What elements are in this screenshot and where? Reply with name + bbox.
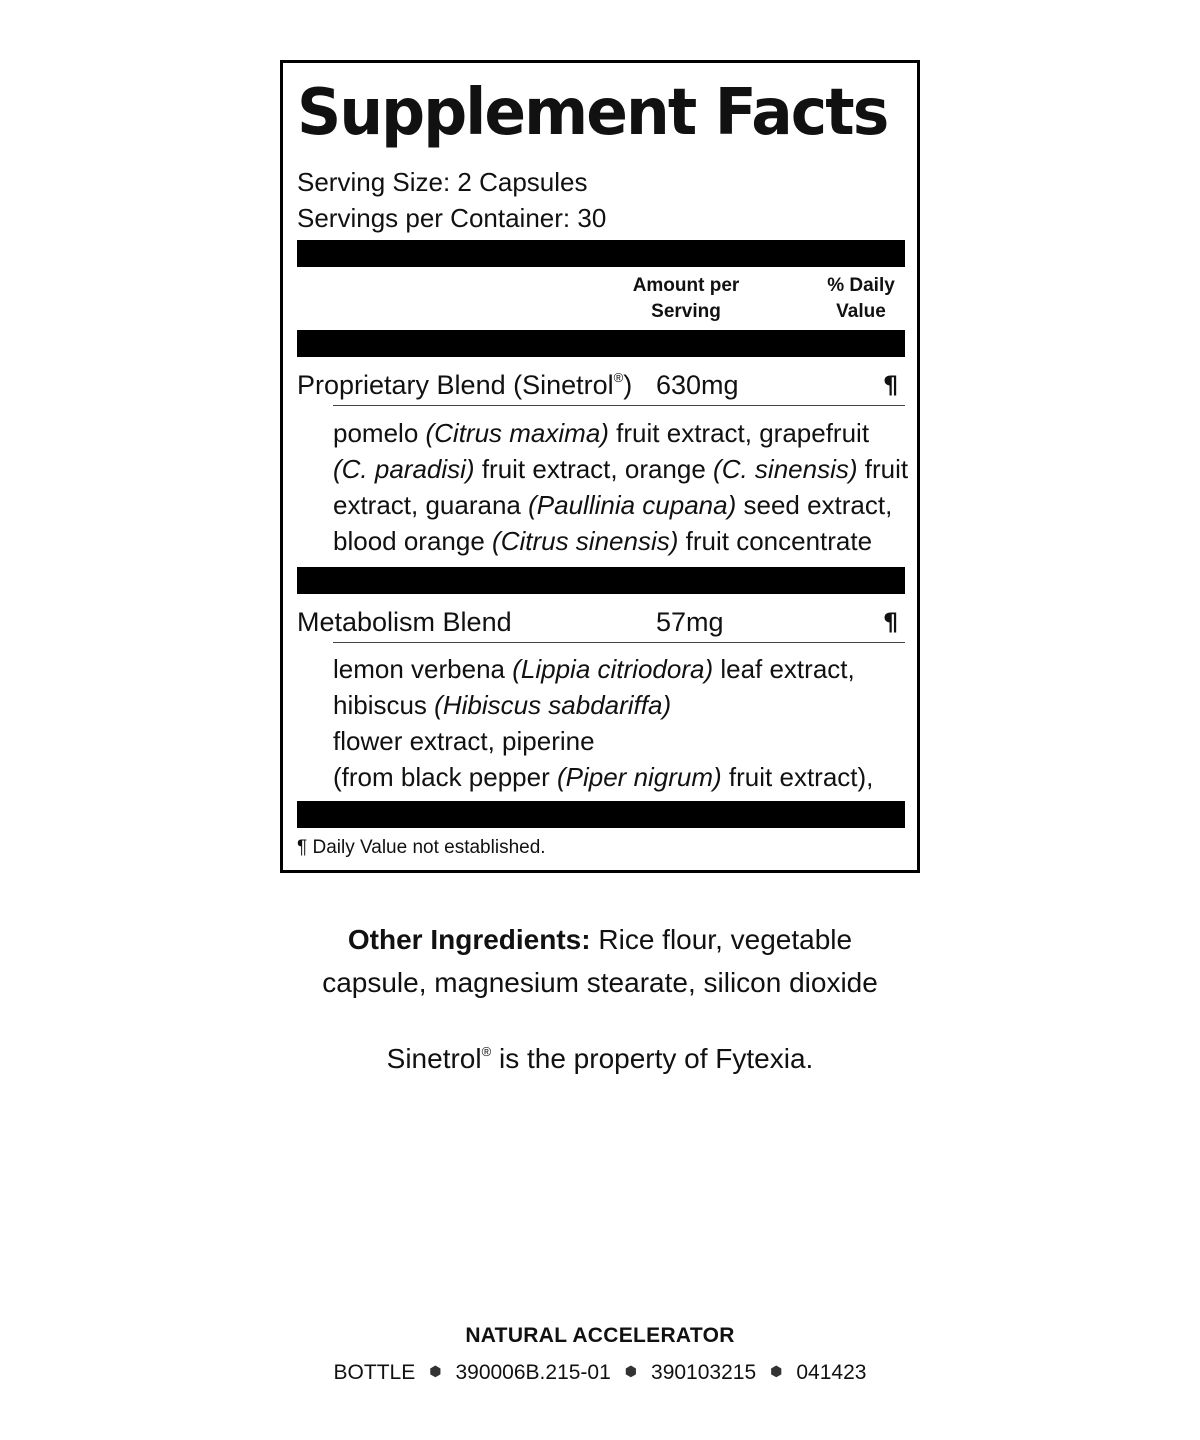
botanical-name: (Hibiscus sabdariffa)	[434, 690, 672, 720]
description-text: lemon verbena	[333, 654, 513, 684]
footnote: ¶ Daily Value not established.	[297, 837, 546, 858]
column-header-dv-line1: % Daily	[827, 275, 895, 296]
description-text: hibiscus	[333, 690, 435, 720]
thin-divider	[333, 642, 905, 643]
description-text: fruit extract, orange	[474, 454, 714, 484]
blend-name-metabolism: Metabolism Blend	[297, 607, 512, 637]
hexagon-separator-icon: ⬢	[770, 1363, 783, 1379]
description-text: blood orange	[333, 526, 493, 556]
botanical-name: (Citrus maxima)	[425, 418, 609, 448]
trademark-note	[280, 1037, 920, 1080]
thin-divider	[333, 405, 905, 406]
blend-name-text: Proprietary Blend (Sinetrol	[297, 370, 614, 400]
serving-size: Serving Size: 2 Capsules	[297, 167, 588, 197]
description-text: (from black pepper	[333, 762, 557, 792]
code-item: BOTTLE	[333, 1361, 416, 1384]
botanical-name: (Citrus sinensis)	[492, 526, 679, 556]
description-line	[333, 415, 913, 451]
botanical-name: (C. sinensis)	[713, 454, 858, 484]
blend-amount-metabolism: 57mg	[656, 607, 724, 637]
blend-name-proprietary	[297, 368, 632, 402]
hexagon-separator-icon: ⬢	[624, 1363, 638, 1379]
description-text: fruit extract),	[721, 762, 874, 792]
column-header-amount-line2: Serving	[651, 301, 721, 322]
description-line	[333, 487, 913, 523]
daily-value-pilcrow: ¶	[883, 608, 899, 636]
thick-divider	[297, 801, 905, 828]
botanical-name: (Paullinia cupana)	[528, 490, 737, 520]
blend-amount-proprietary: 630mg	[656, 370, 739, 400]
registered-mark: ®	[613, 370, 624, 385]
description-line	[333, 451, 913, 487]
description-text: fruit concentrate	[678, 526, 873, 556]
description-text: fruit extract, grapefruit	[608, 418, 870, 448]
other-ingredients	[280, 918, 920, 1004]
thick-divider	[297, 567, 905, 594]
supplement-facts-panel	[280, 60, 920, 873]
registered-mark: ®	[481, 1044, 492, 1059]
description-text: pomelo	[333, 418, 426, 448]
other-ingredients-line2: capsule, magnesium stearate, silicon dioxide	[322, 967, 878, 998]
description-line	[333, 759, 913, 795]
facts-title: Supplement Facts	[297, 76, 888, 150]
trademark-brand: Sinetrol	[386, 1043, 482, 1074]
description-text: seed extract,	[736, 490, 893, 520]
description-text: leaf extract,	[713, 654, 855, 684]
code-item: 041423	[796, 1361, 867, 1384]
blend-name-close: )	[623, 370, 633, 400]
description-text: flower extract, piperine	[333, 726, 595, 756]
product-codes	[0, 1357, 1200, 1387]
description-text: fruit	[857, 454, 909, 484]
botanical-name: (Lippia citriodora)	[512, 654, 714, 684]
other-ingredients-label: Other Ingredients:	[347, 924, 591, 955]
thick-divider	[297, 240, 905, 267]
column-header-dv-line2: Value	[836, 301, 886, 322]
description-line	[333, 687, 913, 759]
description-line	[333, 651, 913, 687]
hexagon-separator-icon: ⬢	[429, 1363, 442, 1379]
other-ingredients-text: Rice flour, vegetable	[590, 924, 853, 955]
botanical-name: (C. paradisi)	[333, 454, 475, 484]
description-text: extract, guarana	[333, 490, 529, 520]
daily-value-pilcrow: ¶	[883, 371, 899, 399]
column-header-amount-line1: Amount per	[632, 275, 740, 296]
trademark-text: is the property of Fytexia.	[491, 1043, 814, 1074]
code-item: 390006B.215-01	[455, 1361, 611, 1384]
product-name: NATURAL ACCELERATOR	[465, 1324, 735, 1347]
column-header-daily-value	[811, 273, 911, 325]
code-item: 390103215	[651, 1361, 757, 1384]
thick-divider	[297, 330, 905, 357]
botanical-name: (Piper nigrum)	[556, 762, 722, 792]
servings-per-container: Servings per Container: 30	[297, 203, 607, 233]
blend-description-proprietary	[333, 415, 913, 559]
other-ingredients-line1	[280, 918, 920, 961]
column-header-amount	[611, 273, 761, 325]
description-line	[333, 523, 913, 559]
